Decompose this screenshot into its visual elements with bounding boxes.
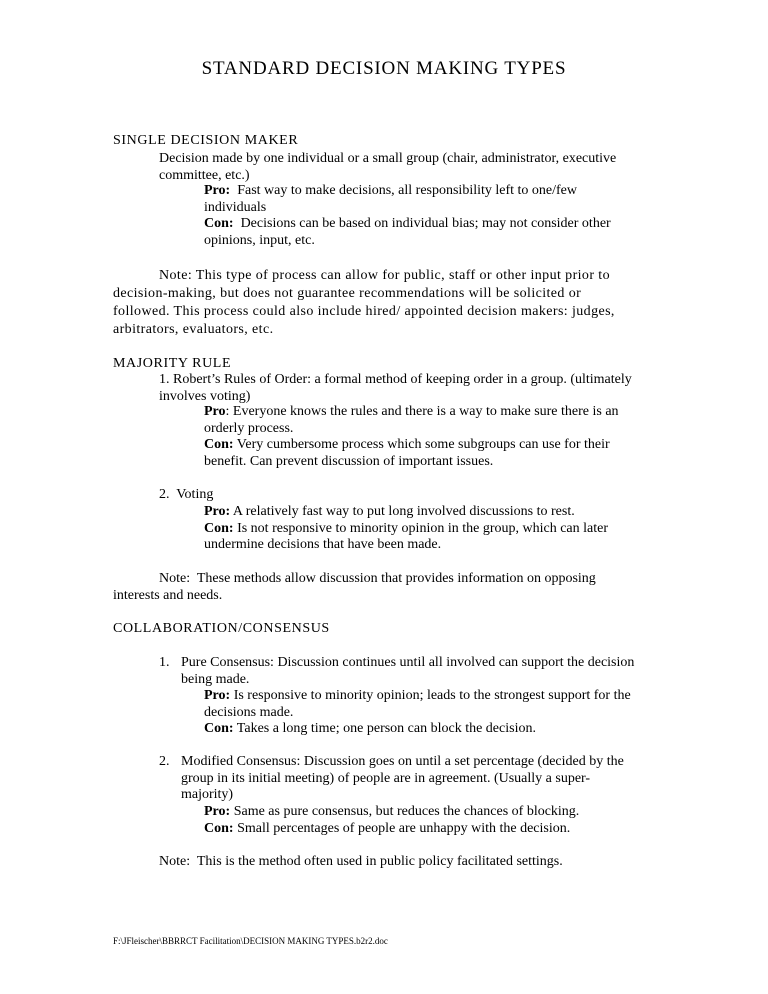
note-line: arbitrators, evaluators, etc.: [113, 322, 274, 337]
note-line: Note: This type of process can allow for public, staff or other input prior to: [159, 268, 610, 283]
section-heading-single: SINGLE DECISION MAKER: [113, 133, 299, 148]
single-note: [113, 267, 658, 339]
single-desc-line: committee, etc.): [159, 167, 250, 183]
pro-label: Pro:: [204, 183, 231, 198]
collab-item-2: 2. Modified Consensus: Discussion goes on until a set percentage (decided by the group in its initial meeting) of people are in agreement. (Usually a super- majority): [159, 754, 624, 802]
file-path-footer: F:\JFleischer\BBRRCT Facilitation\DECISION MAKING TYPES.b2r2.doc: [113, 936, 388, 946]
majority-item-2-procon: Pro: A relatively fast way to put long involved discussions to rest. Con: Is not responsive to minority opinion in the group, which can later undermine decisions that have been made.: [204, 504, 608, 552]
con-label: Con:: [204, 721, 234, 736]
con-label: Con:: [204, 216, 234, 231]
single-con-line: opinions, input, etc.: [204, 232, 315, 248]
note-line: decision-making, but does not guarantee recommendations will be solicited or: [113, 286, 582, 301]
majority-item-1-procon: Pro: Everyone knows the rules and there is a way to make sure there is an orderly process. Con: Very cumbersome process which some subgroups can use for their benefit. Can prevent discussion of important issues.: [204, 404, 619, 469]
single-pro: [204, 183, 611, 249]
collab-item-2-procon: Pro: Same as pure consensus, but reduces the chances of blocking. Con: Small percentages of people are unhappy with the decision.: [204, 804, 580, 836]
majority-item-2: 2. Voting: [159, 487, 214, 502]
single-desc-line: Decision made by one individual or a small group (chair, administrator, executive: [159, 151, 617, 166]
note-line: followed. This process could also include hired/ appointed decision makers: judges,: [113, 304, 615, 319]
single-description: [159, 151, 616, 184]
majority-note: Note: These methods allow discussion that provides information on opposing interests and needs.: [113, 571, 596, 603]
pro-label: Pro: [204, 404, 226, 419]
majority-item-1: 1. Robert’s Rules of Order: a formal method of keeping order in a group. (ultimately involves voting): [159, 372, 632, 404]
pro-label: Pro:: [204, 804, 231, 819]
collab-note: Note: This is the method often used in public policy facilitated settings.: [159, 854, 563, 869]
single-pro-line: individuals: [204, 199, 267, 215]
pro-label: Pro:: [204, 688, 231, 703]
con-label: Con:: [204, 437, 234, 452]
con-label: Con:: [204, 520, 234, 536]
single-pro-line: Pro: Fast way to make decisions, all responsibility left to one/few: [204, 183, 578, 198]
section-heading-collaboration: COLLABORATION/CONSENSUS: [113, 621, 330, 636]
pro-label: Pro:: [204, 504, 231, 519]
single-con-line: Con: Decisions can be based on individual bias; may not consider other: [204, 216, 611, 231]
collab-item-1: 1. Pure Consensus: Discussion continues until all involved can support the decision being made.: [159, 655, 635, 687]
con-label: Con:: [204, 820, 234, 836]
section-heading-majority: MAJORITY RULE: [113, 356, 232, 371]
collab-item-1-procon: Pro: Is responsive to minority opinion; leads to the strongest support for the decisions made. Con: Takes a long time; one person can block the decision.: [204, 688, 631, 736]
page-title: STANDARD DECISION MAKING TYPES: [201, 58, 567, 79]
